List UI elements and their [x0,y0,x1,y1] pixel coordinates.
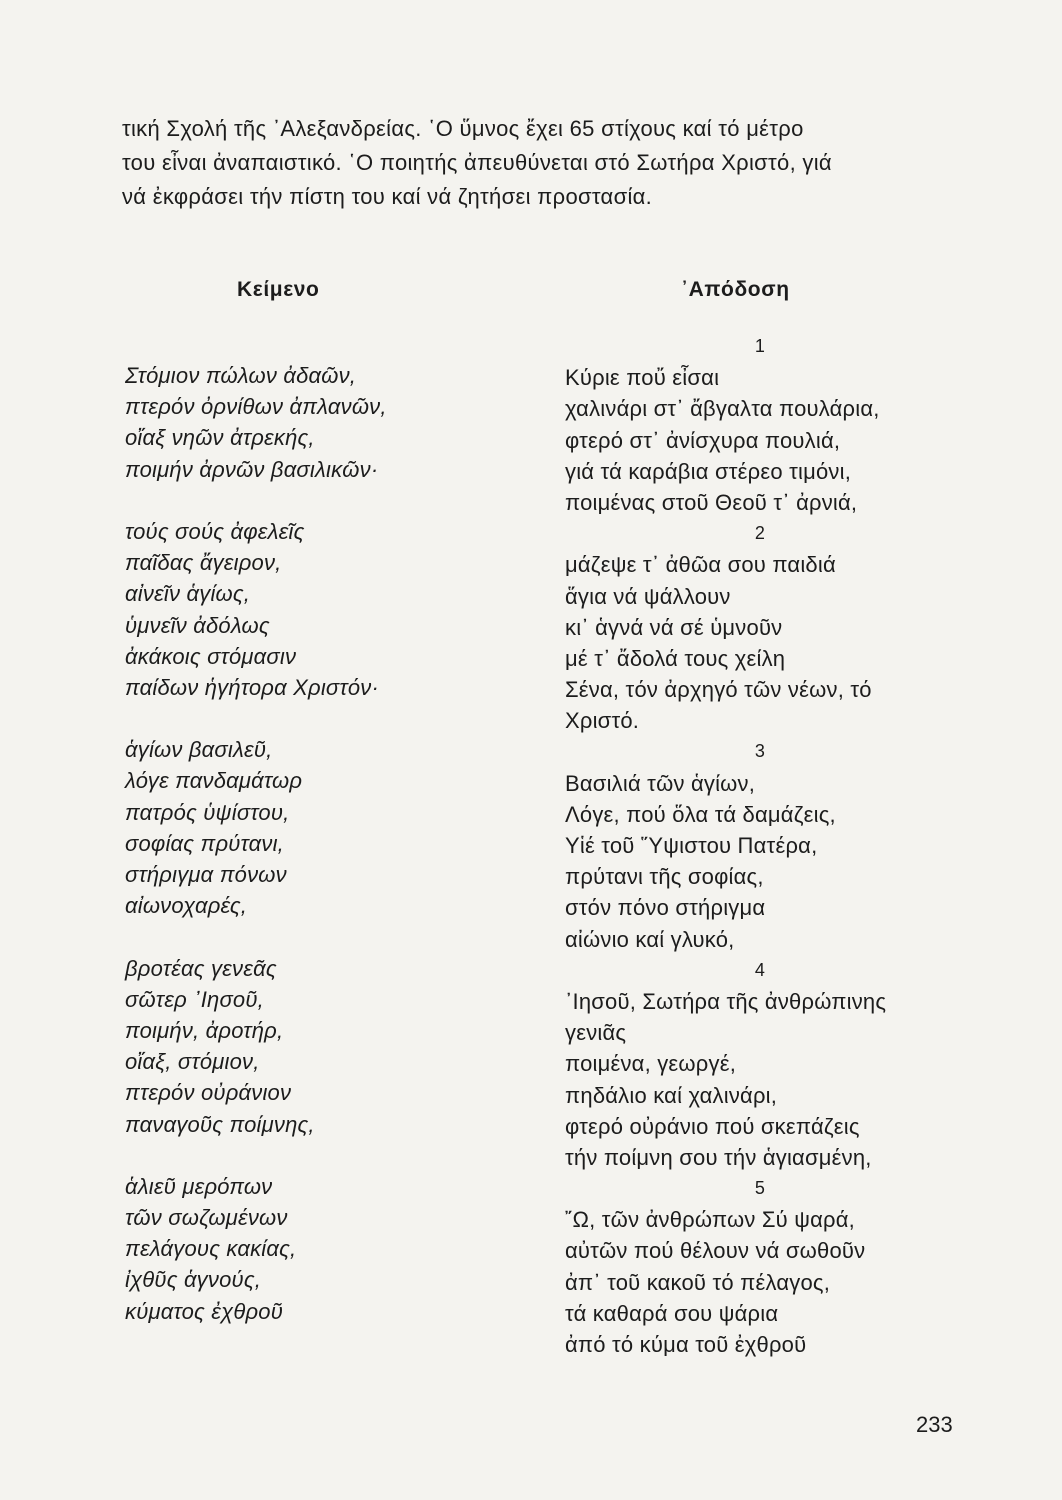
heading-translation: ᾽Απόδοση [681,278,790,301]
verse-line: πτερόν οὐράνιον [125,1080,292,1106]
stanza-number: 3 [754,741,766,762]
verse-line: σοφίας πρύτανι, [125,830,284,856]
verse-line: ἰχθῦς ἁγνούς, [125,1267,262,1293]
text-stanza [125,734,525,921]
translation-line: μέ τ᾽ ἄδολά τους χείλη [565,645,786,671]
translation-line: φτερό οὐράνιο πού σκεπάζεις [565,1113,860,1139]
verse-line: πατρός ὑψίστου, [125,799,290,825]
translation-line: Χριστό. [565,708,640,734]
verse-line: Στόμιον πώλων ἀδαῶν, [125,363,357,388]
translation-line: γενιᾶς [565,1020,627,1046]
translation-line: φτερό στ᾽ ἀνίσχυρα πουλιά, [565,427,841,453]
text-stanza [125,953,525,1140]
verse-line: τούς σούς ἀφελεῖς [125,518,305,544]
translation-line: ἀπ᾽ τοῦ κακοῦ τό πέλαγος, [565,1269,831,1295]
verse-line: ἁγίων βασιλεῦ, [125,737,273,763]
translation-line: Σένα, τόν ἀρχηγό τῶν νέων, τό [565,677,872,703]
translation-line: Υἱέ τοῦ ῞Υψιστου Πατέρα, [565,833,818,858]
stanza-number: 2 [754,523,766,544]
translation-line: τά καθαρά σου ψάρια [565,1300,779,1326]
verse-line: ποιμήν, ἀροτήρ, [125,1017,284,1043]
stanza-number: 4 [754,959,766,980]
stanza-number: 1 [754,336,766,356]
text-stanza [125,360,525,485]
translation-line: μάζεψε τ᾽ ἀθῶα σου παιδιά [565,552,836,578]
translation-line: χαλινάρι στ᾽ ἄβγαλτα πουλάρια, [565,396,880,422]
translation-line: γιά τά καράβια στέρεο τιμόνι, [565,458,852,484]
verse-line: παίδων ἡγήτορα Χριστόν· [125,674,379,700]
translation-line: ποιμένας στοῦ Θεοῦ τ᾽ ἀρνιά, [565,489,858,515]
original-text-column [125,360,525,1327]
verse-line: οἴαξ, στόμιον, [125,1049,260,1075]
verse-line: παναγοῦς ποίμνης, [125,1111,315,1137]
verse-line: οἴαξ νηῶν ἀτρεκής, [125,425,315,451]
intro-line: νά ἐκφράσει τήν πίστη του καί νά ζητήσει προστασία. [122,184,653,209]
translation-line: στόν πόνο στήριγμα [565,895,766,921]
verse-line: ἀκάκοις στόμασιν [125,643,297,669]
translation-line: Λόγε, πού ὅλα τά δαμάζεις, [565,801,836,827]
verse-line: τῶν σωζωμένων [125,1205,288,1231]
verse-line: σῶτερ ᾽Ιησοῦ, [125,986,264,1012]
translation-line: ποιμένα, γεωργέ, [565,1051,737,1077]
verse-line: αἰνεῖν ἁγίως, [125,581,251,607]
page-number: 233 [916,1412,953,1437]
text-stanza [125,516,525,703]
translation-line: ἀπό τό κύμα τοῦ ἐχθροῦ [565,1332,807,1357]
intro-line: του εἶναι ἀναπαιστικό. ῾Ο ποιητής ἀπευθύνεται στό Σωτήρα Χριστό, γιά [122,150,832,175]
translation-column [565,331,965,1360]
heading-text: Κείμενο [237,278,320,301]
verse-line: ὑμνεῖν ἀδόλως [125,612,270,638]
translation-line: αὐτῶν πού θέλουν νά σωθοῦν [565,1238,866,1264]
translation-line: αἰώνιο καί γλυκό, [565,926,735,952]
intro-paragraph [122,112,967,214]
translation-line: Βασιλιά τῶν ἁγίων, [565,770,756,796]
verse-line: λόγε πανδαμάτωρ [125,768,303,794]
stanza-number: 5 [754,1178,766,1199]
translation-line: πρύτανι τῆς σοφίας, [565,864,764,890]
translation-line: τήν ποίμνη σου τήν ἁγιασμένη, [565,1144,872,1170]
verse-line: αἰωνοχαρές, [125,893,248,919]
verse-line: ποιμήν ἀρνῶν βασιλικῶν· [125,456,379,482]
verse-line: πελάγους κακίας, [125,1236,297,1262]
verse-line: κύματος ἐχθροῦ [125,1298,284,1324]
translation-line: ῎Ω, τῶν ἀνθρώπων Σύ ψαρά, [565,1207,855,1233]
verse-line: στήριγμα πόνων [125,862,287,887]
verse-line: ἁλιεῦ μερόπων [125,1173,273,1199]
intro-line: τική Σχολή τῆς ᾽Αλεξανδρείας. ῾Ο ὕμνος ἔχει 65 στίχους καί τό μέτρο [122,116,804,141]
verse-line: βροτέας γενεᾶς [125,955,277,981]
translation-line: ᾽Ιησοῦ, Σωτήρα τῆς ἀνθρώπινης [565,988,887,1014]
translation-line: κι᾽ ἁγνά νά σέ ὑμνοῦν [565,614,783,640]
translation-line: Κύριε ποὔ εἶσαι [565,365,720,391]
translation-line: ἅγια νά ψάλλουν [565,583,731,609]
verse-line: παῖδας ἄγειρον, [125,550,282,576]
translation-line: πηδάλιο καί χαλινάρι, [565,1082,778,1108]
verse-line: πτερόν ὀρνίθων ἀπλανῶν, [125,394,387,420]
text-stanza [125,1171,525,1327]
